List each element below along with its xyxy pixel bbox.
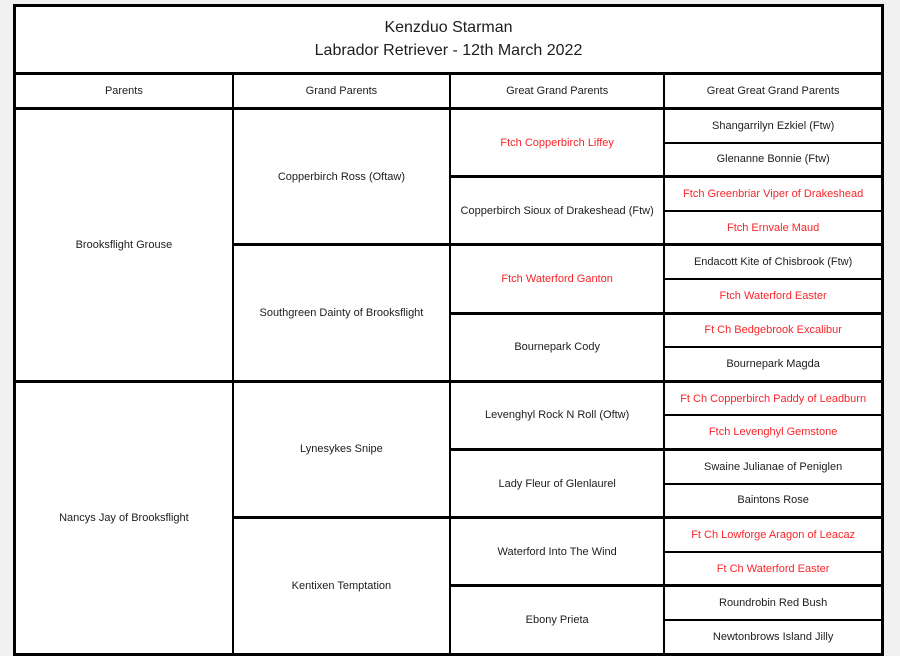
cell-great-great-grandparent-10: Swaine Julianae of Peniglen bbox=[664, 449, 882, 483]
cell-great-great-grandparent-12: Ft Ch Lowforge Aragon of Leacaz bbox=[664, 518, 882, 552]
cell-parent-1: Nancys Jay of Brooksflight bbox=[15, 381, 233, 654]
cell-parent-0: Brooksflight Grouse bbox=[15, 109, 233, 382]
pedigree-table bbox=[13, 72, 884, 656]
cell-great-grandparent-7: Ebony Prieta bbox=[450, 586, 664, 654]
cell-great-great-grandparent-9: Ftch Levenghyl Gemstone bbox=[664, 415, 882, 449]
column-header-grand-parents: Grand Parents bbox=[233, 74, 450, 109]
cell-great-great-grandparent-13: Ft Ch Waterford Easter bbox=[664, 552, 882, 586]
cell-great-grandparent-4: Levenghyl Rock N Roll (Oftw) bbox=[450, 381, 664, 449]
cell-great-great-grandparent-8: Ft Ch Copperbirch Paddy of Leadburn bbox=[664, 381, 882, 415]
table-row bbox=[15, 109, 883, 143]
column-header-parents: Parents bbox=[15, 74, 233, 109]
pedigree-sheet bbox=[13, 4, 884, 656]
cell-great-great-grandparent-2: Ftch Greenbriar Viper of Drakeshead bbox=[664, 177, 882, 211]
cell-great-grandparent-2: Ftch Waterford Ganton bbox=[450, 245, 664, 313]
column-header-great-grand-parents: Great Grand Parents bbox=[450, 74, 664, 109]
cell-great-great-grandparent-1: Glenanne Bonnie (Ftw) bbox=[664, 143, 882, 177]
breed-date-subtitle: Labrador Retriever - 12th March 2022 bbox=[314, 42, 583, 59]
cell-great-great-grandparent-14: Roundrobin Red Bush bbox=[664, 586, 882, 620]
cell-great-grandparent-0: Ftch Copperbirch Liffey bbox=[450, 109, 664, 177]
cell-great-great-grandparent-4: Endacott Kite of Chisbrook (Ftw) bbox=[664, 245, 882, 279]
cell-grandparent-3: Kentixen Temptation bbox=[233, 518, 450, 654]
cell-great-great-grandparent-5: Ftch Waterford Easter bbox=[664, 279, 882, 313]
table-row bbox=[15, 381, 883, 415]
cell-great-great-grandparent-15: Newtonbrows Island Jilly bbox=[664, 620, 882, 654]
cell-great-great-grandparent-7: Bournepark Magda bbox=[664, 347, 882, 381]
cell-grandparent-2: Lynesykes Snipe bbox=[233, 381, 450, 517]
cell-great-grandparent-6: Waterford Into The Wind bbox=[450, 518, 664, 586]
header-row bbox=[15, 74, 883, 109]
cell-great-great-grandparent-0: Shangarrilyn Ezkiel (Ftw) bbox=[664, 109, 882, 143]
cell-grandparent-0: Copperbirch Ross (Oftaw) bbox=[233, 109, 450, 245]
cell-great-great-grandparent-6: Ft Ch Bedgebrook Excalibur bbox=[664, 313, 882, 347]
cell-great-grandparent-5: Lady Fleur of Glenlaurel bbox=[450, 449, 664, 517]
cell-great-grandparent-1: Copperbirch Sioux of Drakeshead (Ftw) bbox=[450, 177, 664, 245]
pedigree-title-box bbox=[13, 4, 884, 72]
cell-great-grandparent-3: Bournepark Cody bbox=[450, 313, 664, 381]
cell-great-great-grandparent-11: Baintons Rose bbox=[664, 484, 882, 518]
cell-grandparent-1: Southgreen Dainty of Brooksflight bbox=[233, 245, 450, 381]
column-header-great-great-grand-parents: Great Great Grand Parents bbox=[664, 74, 882, 109]
cell-great-great-grandparent-3: Ftch Ernvale Maud bbox=[664, 211, 882, 245]
dog-name-title: Kenzduo Starman bbox=[384, 19, 513, 36]
